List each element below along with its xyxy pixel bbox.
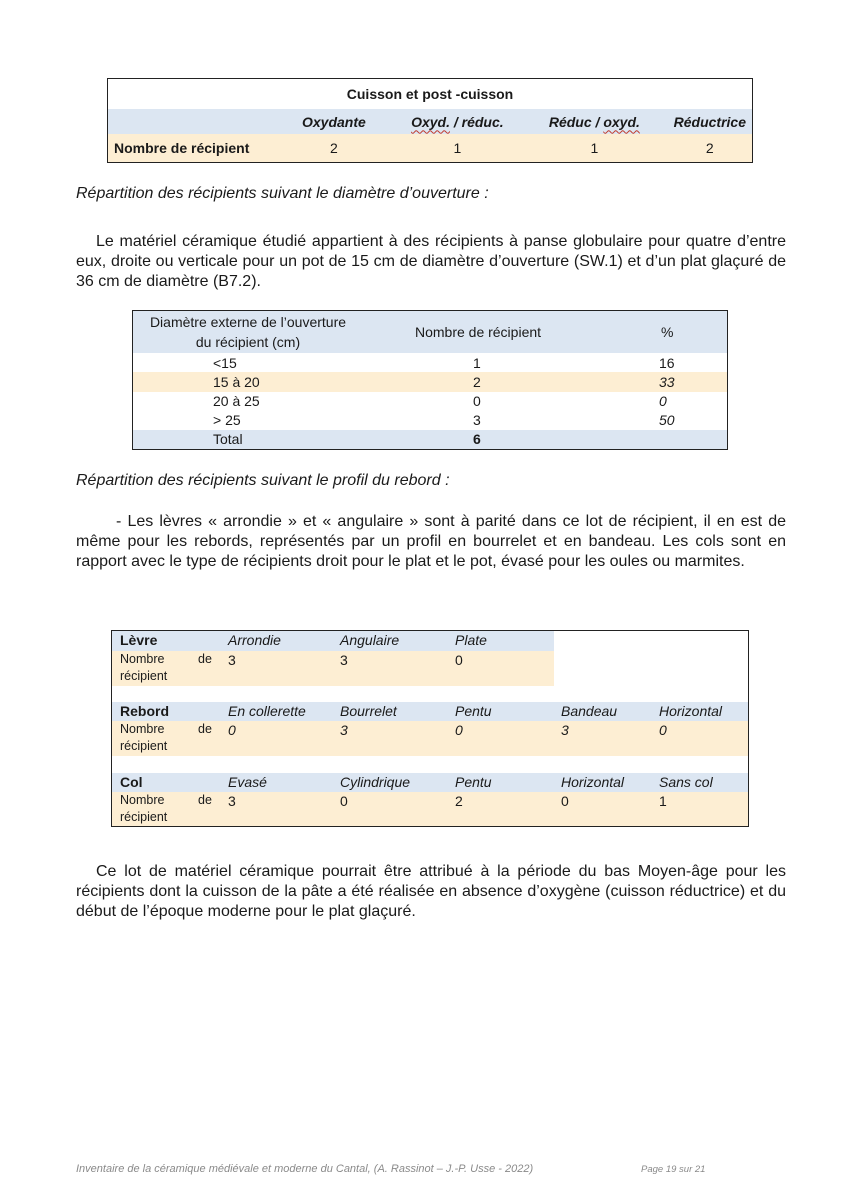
diametre-table: [132, 310, 728, 450]
rebord-col-4: Horizontal: [659, 703, 723, 719]
col-reductrice: Réductrice: [673, 113, 746, 130]
rebord-de-label: de: [198, 722, 212, 736]
row-label-nombre: Nombre de récipient: [114, 140, 250, 157]
page-footer: Inventaire de la céramique médiévale et moderne du Cantal, (A. Rassinot – J.-P. Usse - 2022): [76, 1163, 534, 1175]
col-col-1: Cylindrique: [340, 774, 411, 790]
val-reduc-oxyd: 1: [590, 140, 599, 157]
levre-col-1: Angulaire: [340, 632, 400, 648]
val-oxyd-reduc: 1: [453, 140, 462, 157]
col-title: Col: [120, 774, 143, 790]
levre-de-label: de: [198, 652, 212, 666]
col-nombre: Nombre de récipient: [414, 324, 542, 341]
col-recipient-label: récipient: [120, 810, 168, 824]
col-col-3: Horizontal: [561, 774, 625, 790]
heading-profil: Répartition des récipients suivant le profil du rebord :: [76, 472, 450, 489]
rebord-col-2: Pentu: [455, 703, 492, 719]
col-val-0: 3: [228, 793, 236, 809]
rebord-col-1: Bourrelet: [340, 703, 397, 719]
page-number: Page 19 sur 21: [641, 1164, 706, 1175]
rebord-title: Rebord: [120, 703, 169, 719]
col-val-3: 0: [561, 793, 569, 809]
diam-label-3: > 25: [213, 412, 241, 429]
col-oxyd-reduc: Oxyd. / réduc.: [411, 113, 504, 130]
rebord-val-0: 0: [228, 722, 236, 738]
diam-label-2: 20 à 25: [213, 393, 260, 410]
levre-nombre-label: Nombre: [120, 652, 165, 666]
col-nombre-label: Nombre: [120, 793, 165, 807]
profil-table: [111, 630, 749, 827]
rebord-val-2: 0: [455, 722, 463, 738]
rebord-val-3: 3: [561, 722, 569, 738]
col-de-label: de: [198, 793, 212, 807]
diam-pct-1: 33: [659, 373, 675, 390]
rebord-val-4: 0: [659, 722, 667, 738]
levre-val-1: 3: [340, 652, 348, 668]
diam-pct-2: 0: [659, 393, 667, 410]
diam-count-2: 0: [473, 393, 481, 410]
levre-val-0: 3: [228, 652, 236, 668]
col-diametre: Diamètre externe de l’ouverture du récipient (cm): [149, 314, 347, 351]
diam-count-3: 3: [473, 412, 481, 429]
diam-total-label: Total: [213, 431, 243, 448]
rebord-col-3: Bandeau: [561, 703, 618, 719]
col-pourcent: %: [661, 324, 674, 341]
rebord-nombre-label: Nombre: [120, 722, 165, 736]
col-col-2: Pentu: [455, 774, 492, 790]
diam-count-1: 2: [473, 373, 481, 390]
levre-recipient-label: récipient: [120, 669, 168, 683]
rebord-recipient-label: récipient: [120, 739, 168, 753]
diam-count-0: 1: [473, 354, 481, 371]
col-col-4: Sans col: [659, 774, 713, 790]
levre-val-2: 0: [455, 652, 463, 668]
paragraph-materiel: Le matériel céramique étudié appartient à des récipients à panse globulaire pour quatre d’entre eux, droite ou verticale pour un pot de 15 cm de diamètre d’ouverture (SW.1) et d’un plat glaçuré de 36 cm de diamètre (B7.2).: [76, 233, 786, 290]
diam-label-0: <15: [213, 354, 237, 371]
col-val-4: 1: [659, 793, 667, 809]
val-oxydante: 2: [330, 140, 338, 157]
rebord-val-1: 3: [340, 722, 348, 738]
val-reductrice: 2: [705, 140, 714, 157]
rebord-col-0: En collerette: [228, 703, 306, 719]
diam-total-count: 6: [473, 431, 481, 448]
col-val-2: 2: [455, 793, 463, 809]
diam-pct-0: 16: [659, 354, 675, 371]
levre-col-0: Arrondie: [228, 632, 281, 648]
levre-title: Lèvre: [120, 632, 158, 648]
cuisson-table-title: Cuisson et post -cuisson: [346, 85, 514, 102]
col-val-1: 0: [340, 793, 348, 809]
paragraph-conclusion: Ce lot de matériel céramique pourrait être attribué à la période du bas Moyen-âge pour les récipients dont la cuisson de la pâte a été réalisée en absence d’oxygène (cuisson réductrice) et du début de l’époque moderne pour le plat glaçuré.: [76, 863, 786, 920]
diam-pct-3: 50: [659, 412, 675, 429]
col-oxydante: Oxydante: [301, 113, 366, 130]
cuisson-table: [107, 78, 753, 163]
heading-diametre: Répartition des récipients suivant le diamètre d’ouverture :: [76, 185, 489, 202]
diam-label-1: 15 à 20: [213, 373, 260, 390]
col-col-0: Evasé: [228, 774, 267, 790]
paragraph-levres: - Les lèvres « arrondie » et « angulaire » sont à parité dans ce lot de récipient, il en est de même pour les rebords, représentés par un profil en bourrelet et en bandeau. Les cols sont en rapport avec le type de récipients droit pour le plat et le pot, évasé pour les oules ou marmites.: [76, 513, 786, 570]
col-reduc-oxyd: Réduc / oxyd.: [548, 113, 640, 130]
levre-col-2: Plate: [455, 632, 487, 648]
